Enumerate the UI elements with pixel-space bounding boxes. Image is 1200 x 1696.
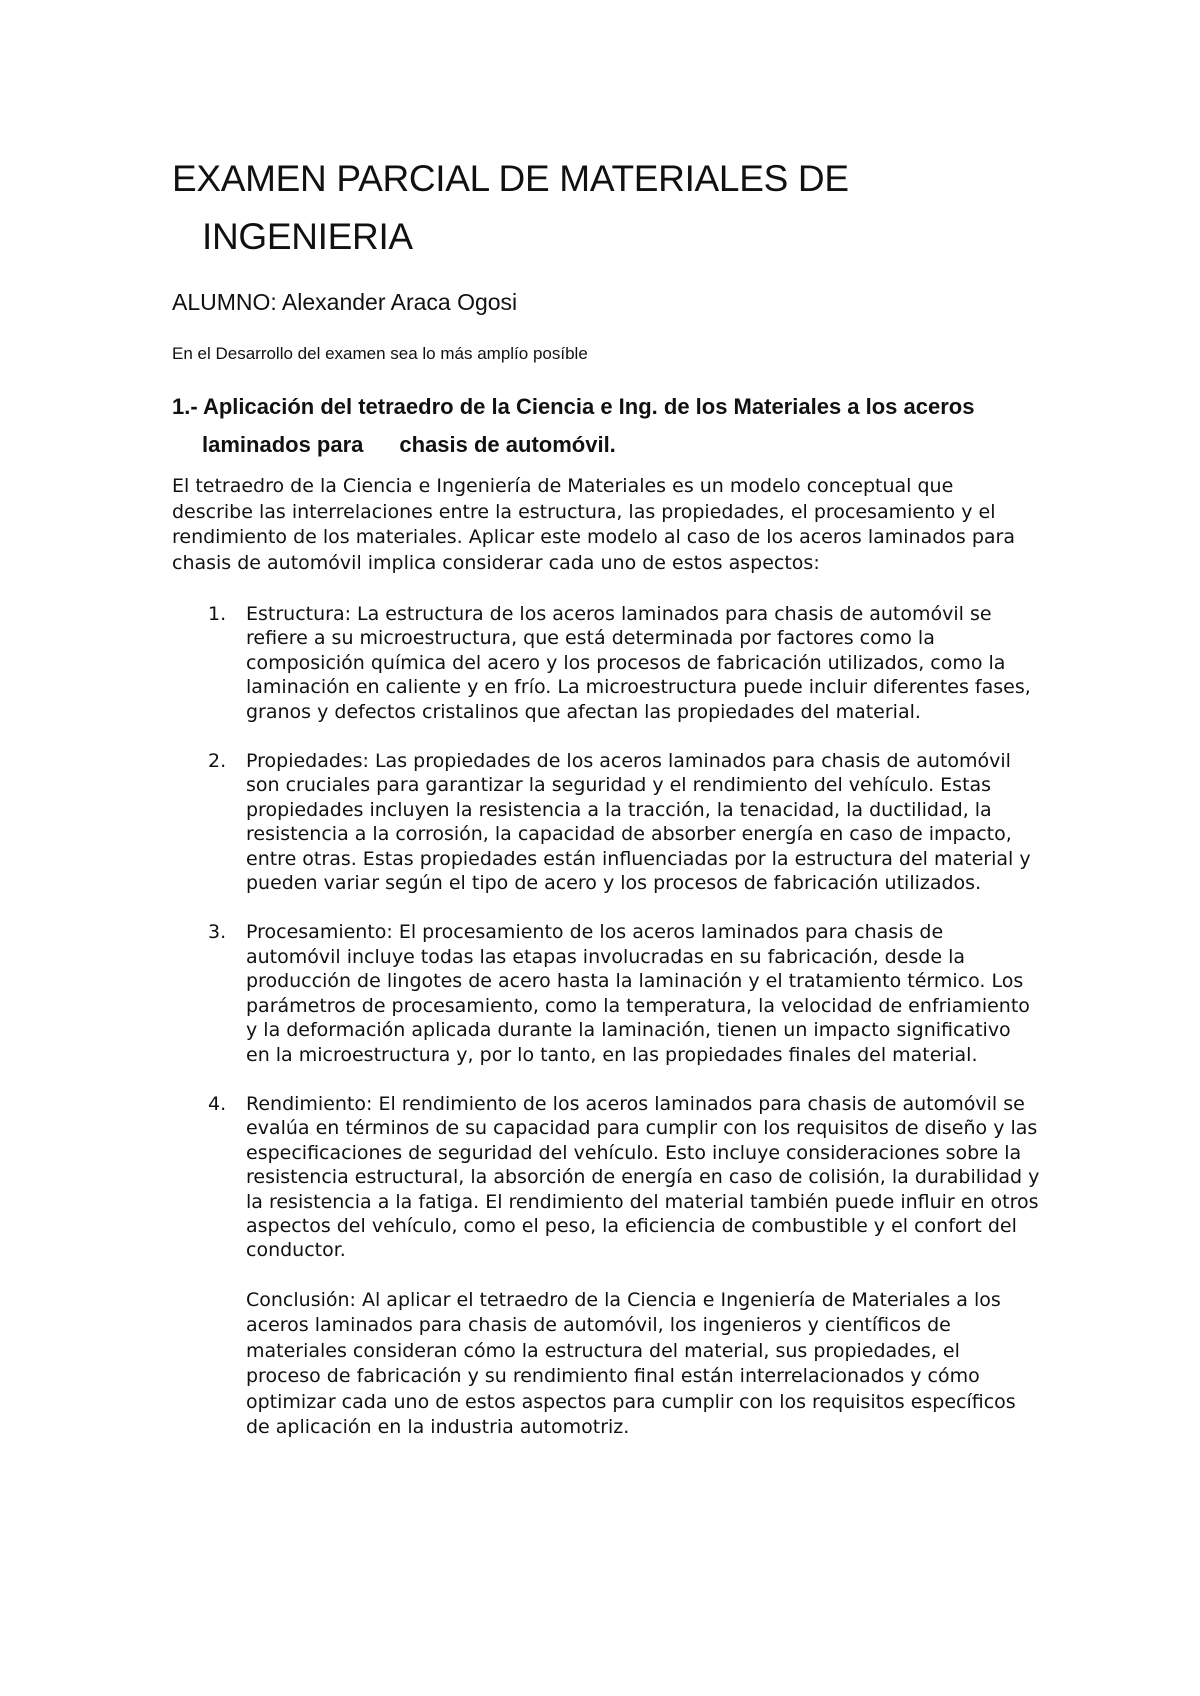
list-item-number: 4. <box>208 1092 227 1115</box>
list-item-estructura <box>172 602 1040 724</box>
question-heading-part2: chasis de automóvil. <box>399 432 616 457</box>
list-item-number: 3. <box>208 921 227 944</box>
list-item-text: Procesamiento: El procesamiento de los aceros laminados para chasis de automóvil incluye todas las etapas involucradas en su fabricación, desde la producción de lingotes de acero hasta la laminación y el tratamiento térmico. Los parámetros de procesamiento, como la temperatura, la velocidad de enfriamiento y la deformación aplicada durante la laminación, tienen un impacto significativo en la microestructura y, por lo tanto, en las propiedades finales del material. <box>246 921 1030 1066</box>
list-item-rendimiento <box>172 1092 1040 1263</box>
student-name: ALUMNO: Alexander Araca Ogosi <box>172 289 518 315</box>
aspects-list <box>172 602 1040 1263</box>
exam-instruction: En el Desarrollo del examen sea lo más amplío posíble <box>172 344 588 363</box>
question-heading-part1: 1.- Aplicación del tetraedro de la Ciencia e Ing. de los Materiales a los aceros laminados para <box>172 394 975 457</box>
list-item-number: 1. <box>208 603 227 625</box>
intro-paragraph: El tetraedro de la Ciencia e Ingeniería de Materiales es un modelo conceptual que describe las interrelaciones entre la estructura, las propiedades, el procesamiento y el rendimiento de los materiales. Aplicar este modelo al caso de los aceros laminados para chasis de automóvil implica considerar cada uno de estos aspectos: <box>172 475 1016 574</box>
list-item-propiedades <box>172 749 1040 895</box>
list-item-number: 2. <box>208 750 227 773</box>
conclusion-paragraph: Conclusión: Al aplicar el tetraedro de la Ciencia e Ingeniería de Materiales a los aceros laminados para chasis de automóvil, los ingenieros y científicos de materiales consideran cómo la estructura del material, sus propiedades, el proceso de fabricación y su rendimiento final están interrelacionados y cómo optimizar cada uno de estos aspectos para cumplir con los requisitos específicos de aplicación en la industria automotriz. <box>246 1288 1016 1439</box>
question-heading <box>172 388 1040 464</box>
list-item-text: Estructura: La estructura de los aceros laminados para chasis de automóvil se refiere a su microestructura, que está determinada por factores como la composición química del acero y los procesos de fabricación utilizados, como la laminación en caliente y en frío. La microestructura puede incluir diferentes fases, granos y defectos cristalinos que afectan las propiedades del material. <box>246 603 1031 723</box>
list-item-text: Rendimiento: El rendimiento de los aceros laminados para chasis de automóvil se evalúa en términos de su capacidad para cumplir con los requisitos de diseño y las especificaciones de seguridad del vehículo. Esto incluye consideraciones sobre la resistencia estructural, la absorción de energía en caso de colisión, la durabilidad y la resistencia a la fatiga. El rendimiento del material también puede influir en otros aspectos del vehículo, como el peso, la eficiencia de combustible y el confort del conductor. <box>246 1092 1040 1262</box>
list-item-text: Propiedades: Las propiedades de los aceros laminados para chasis de automóvil son cruciales para garantizar la seguridad y el rendimiento del vehículo. Estas propiedades incluyen la resistencia a la tracción, la tenacidad, la ductilidad, la resistencia a la corrosión, la capacidad de absorber energía en caso de impacto, entre otras. Estas propiedades están influenciadas por la estructura del material y pueden variar según el tipo de acero y los procesos de fabricación utilizados. <box>246 750 1031 895</box>
document-title: EXAMEN PARCIAL DE MATERIALES DE INGENIERIA <box>172 158 849 257</box>
list-item-procesamiento <box>172 920 1040 1066</box>
